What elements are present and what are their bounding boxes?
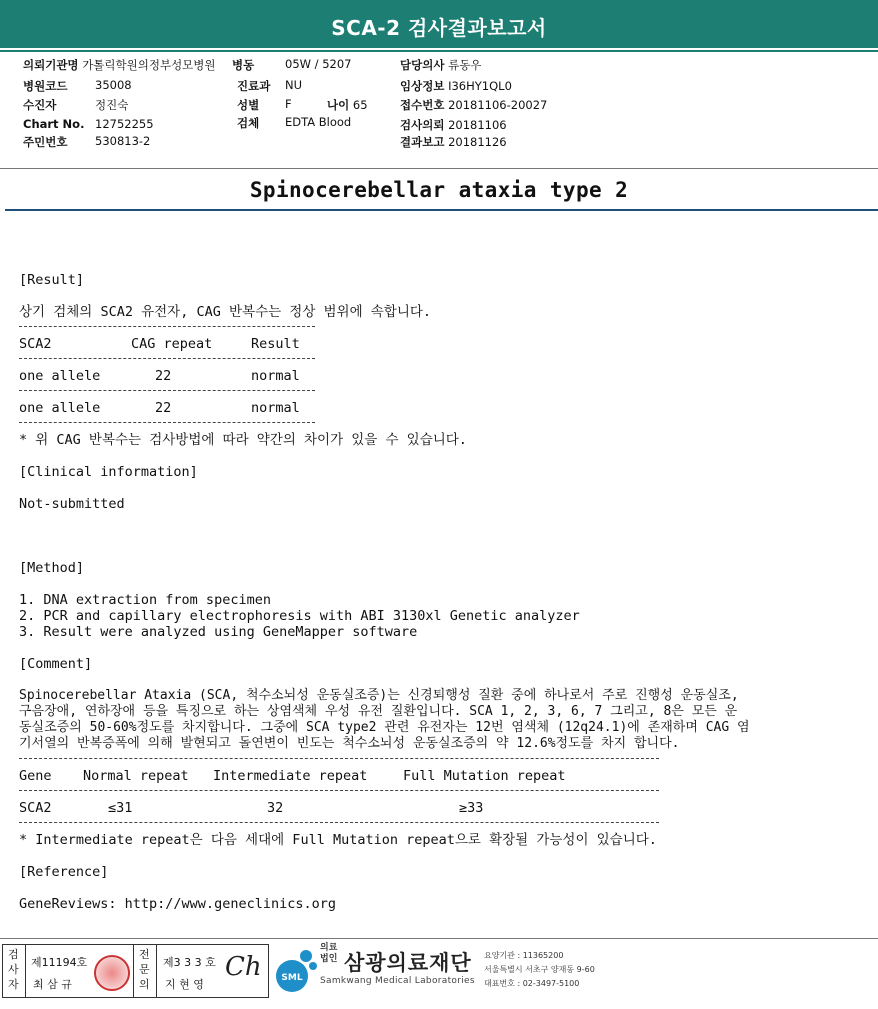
title-underline: [5, 209, 878, 211]
specialist-label: 전 문 의: [139, 948, 150, 991]
result-row-2-cag: 22: [155, 400, 172, 416]
specialist-license: 제3 3 3 호: [163, 956, 216, 969]
repeat-row-full: ≥33: [459, 800, 484, 816]
specialist-signature: Ch: [225, 952, 262, 982]
clinical-info-value: I36HY1QL0: [448, 79, 512, 93]
result-col-cag: CAG repeat: [131, 336, 213, 352]
info-divider: [0, 168, 878, 169]
result-table-rule: [19, 390, 315, 391]
result-table-rule: [19, 422, 315, 423]
specialist-name: 지 현 영: [165, 978, 204, 991]
report-date-label: 결과보고: [400, 135, 445, 149]
result-table-rule: [19, 358, 315, 359]
sex-label: 성별: [237, 98, 260, 112]
header-divider: [0, 50, 878, 52]
result-row-2-allele: one allele: [19, 400, 101, 416]
chart-no-value: 12752255: [95, 117, 154, 131]
report-date-value: 20181126: [448, 135, 507, 149]
result-note: * 위 CAG 반복수는 검사방법에 따라 약간의 차이가 있을 수 있습니다.: [19, 432, 467, 448]
result-col-gene: SCA2: [19, 336, 52, 352]
comment-line: 동실조증의 50-60%정도를 차지합니다. 그중에 SCA type2 관련 유전자는 12번 염색체 (12q24.1)에 존재하며 CAG 염: [19, 720, 750, 735]
result-col-result: Result: [251, 336, 300, 352]
method-step: 2. PCR and capillary electrophoresis with ABI 3130xl Genetic analyzer: [19, 608, 580, 624]
request-date-label: 검사의뢰: [400, 118, 445, 132]
clinical-text: Not-submitted: [19, 496, 125, 512]
repeat-col-normal: Normal repeat: [83, 768, 189, 784]
examiner-name: 최 삼 규: [33, 978, 72, 991]
org-phone: 대표번호 : 02-3497-5100: [484, 979, 580, 988]
footer-divider: [0, 938, 878, 939]
result-row-1-allele: one allele: [19, 368, 101, 384]
report-title: Spinocerebellar ataxia type 2: [249, 178, 629, 202]
hospital-code-label: 병원코드: [23, 79, 68, 93]
method-step: 3. Result were analyzed using GeneMapper software: [19, 624, 418, 640]
age-label: 나이: [327, 98, 350, 112]
recipient-label: 수진자: [23, 98, 57, 112]
repeat-col-gene: Gene: [19, 768, 52, 784]
repeat-row-intermediate: 32: [267, 800, 284, 816]
result-row-1-cag: 22: [155, 368, 172, 384]
receipt-no-value: 20181106-20027: [448, 98, 548, 112]
doctor-value: 류동우: [448, 58, 482, 72]
method-step: 1. DNA extraction from specimen: [19, 592, 271, 608]
ward-value: 05W / 5207: [285, 57, 352, 71]
result-summary: 상기 검체의 SCA2 유전자, CAG 반복수는 정상 범위에 속합니다.: [19, 304, 432, 320]
reference-text: GeneReviews: http://www.geneclinics.org: [19, 896, 336, 912]
reference-heading: [Reference]: [19, 864, 109, 880]
repeat-row-normal: ≤31: [108, 800, 133, 816]
receipt-no-label: 접수번호: [400, 98, 445, 112]
repeat-table-rule: [19, 758, 659, 759]
logo-text: SML: [281, 973, 303, 983]
method-heading: [Method]: [19, 560, 85, 576]
result-row-2-result: normal: [251, 400, 300, 416]
comment-line: Spinocerebellar Ataxia (SCA, 척수소뇌성 운동실조증)는 신경퇴행성 질환 중에 하나로서 주로 진행성 운동실조,: [19, 688, 739, 703]
recipient-value: 정진숙: [95, 98, 129, 112]
id-value: 530813-2: [95, 134, 151, 148]
doctor-label: 담당의사: [400, 58, 445, 72]
org-english-name: Samkwang Medical Laboratories: [320, 976, 475, 986]
specimen-value: EDTA Blood: [285, 115, 352, 129]
result-table-rule: [19, 326, 315, 327]
report-header-title: SCA-2 검사결과보고서: [331, 16, 547, 40]
specimen-label: 검체: [237, 116, 260, 130]
clinical-heading: [Clinical information]: [19, 464, 198, 480]
dept-label: 진료과: [237, 79, 271, 93]
comment-line: 구음장애, 연하장애 등을 특징으로 하는 상염색체 우성 유전 질환입니다. SCA 1, 2, 3, 6, 7 그리고, 8은 모든 운: [19, 704, 738, 719]
id-label: 주민번호: [23, 135, 68, 149]
examiner-license: 제11194호: [31, 956, 88, 969]
repeat-row-gene: SCA2: [19, 800, 52, 816]
dept-value: NU: [285, 78, 303, 92]
request-date-value: 20181106: [448, 118, 507, 132]
comment-heading: [Comment]: [19, 656, 93, 672]
comment-line: 기서열의 반복증폭에 의해 발현되고 돌연변이 빈도는 척수소뇌성 운동실조증의 약 12.6%정도를 차지 합니다.: [19, 736, 680, 751]
clinical-info-label: 임상정보: [400, 79, 445, 93]
result-row-1-result: normal: [251, 368, 300, 384]
repeat-table-rule: [19, 790, 659, 791]
repeat-table-rule: [19, 822, 659, 823]
examiner-label: 검 사 자: [8, 948, 19, 991]
comment-note: * Intermediate repeat은 다음 세대에 Full Mutation repeat으로 확장될 가능성이 있습니다.: [19, 832, 657, 848]
institution-label: 의뢰기관명: [23, 58, 79, 72]
chart-no-label: Chart No.: [23, 117, 85, 131]
institution-value: 가톨릭학원의정부성모병원: [82, 58, 216, 72]
org-address: 서울특별시 서초구 양재동 9-60: [484, 965, 595, 974]
ward-label: 병동: [232, 58, 255, 72]
org-prefix: 의료 법인: [320, 943, 338, 964]
sml-logo-icon: [272, 948, 318, 994]
org-code: 요양기관 : 11365200: [484, 951, 564, 960]
examiner-seal-stamp: [94, 955, 130, 991]
sex-value: F: [285, 97, 292, 111]
report-header: [0, 0, 878, 48]
hospital-code-value: 35008: [95, 78, 132, 92]
result-heading: [Result]: [19, 272, 85, 288]
repeat-col-intermediate: Intermediate repeat: [213, 768, 368, 784]
org-name: 삼광의료재단: [344, 951, 472, 975]
repeat-col-full: Full Mutation repeat: [403, 768, 566, 784]
age-value: 65: [352, 98, 368, 112]
